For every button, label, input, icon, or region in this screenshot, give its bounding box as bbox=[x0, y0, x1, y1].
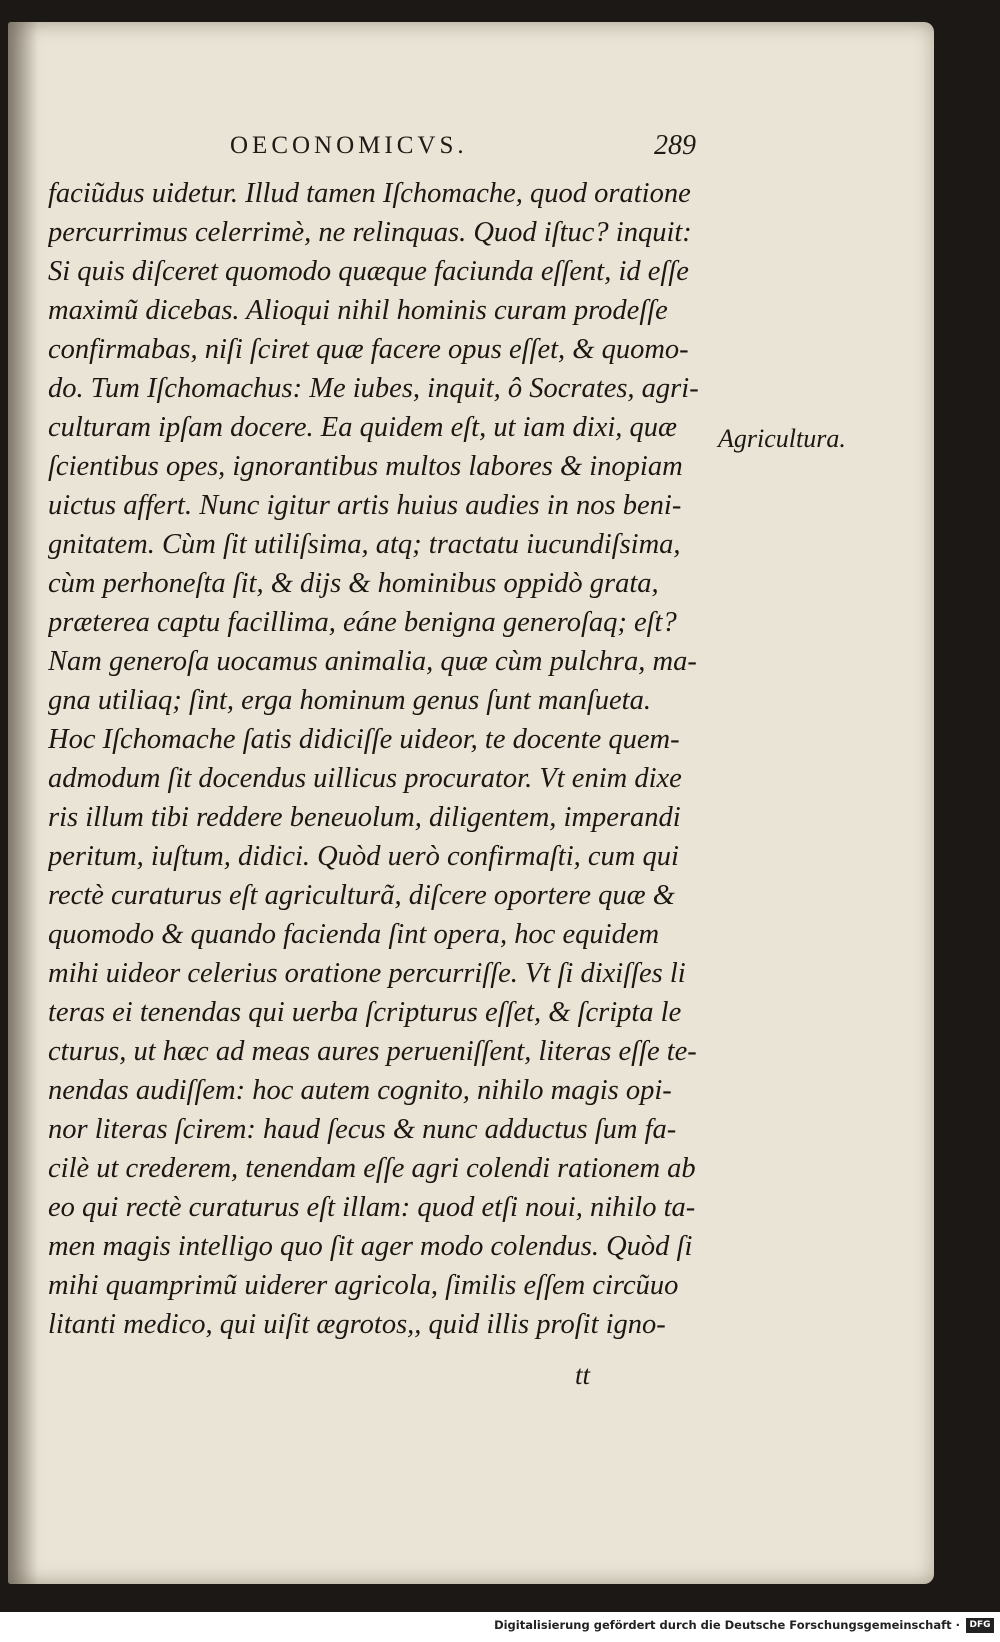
text-line: cilè ut crederem, tenendam eſſe agri colendi rationem ab bbox=[48, 1153, 696, 1184]
dfg-logo-icon: DFG bbox=[966, 1618, 994, 1633]
text-line: maximũ dicebas. Alioqui nihil hominis curam prodeſſe bbox=[48, 295, 668, 326]
text-line: Hoc Iſchomache ſatis didiciſſe uideor, te docente quem- bbox=[48, 724, 680, 755]
text-line: rectè curaturus eſt agriculturã, diſcere oportere quæ & bbox=[48, 880, 675, 911]
text-line: gnitatem. Cùm ſit utiliſsima, atq; tractatu iucundiſsima, bbox=[48, 529, 681, 560]
text-line: cùm perhoneſta ſit, & dijs & hominibus oppidò grata, bbox=[48, 568, 659, 599]
page-number: 289 bbox=[654, 130, 696, 161]
text-line: percurrimus celerrimè, ne relinquas. Quod iſtuc? inquit: bbox=[48, 217, 692, 248]
text-line: nor literas ſcirem: haud ſecus & nunc adductus ſum fa- bbox=[48, 1114, 677, 1145]
text-line: ris illum tibi reddere beneuolum, diligentem, imperandi bbox=[48, 802, 681, 833]
text-line: peritum, iuſtum, didici. Quòd uerò confirmaſti, cum qui bbox=[48, 841, 679, 872]
text-line: litanti medico, qui uiſit ægrotos,, quid illis proſit igno- bbox=[48, 1309, 666, 1340]
funding-credit: Digitalisierung gefördert durch die Deutsche Forschungsgemeinschaft · bbox=[494, 1618, 960, 1632]
text-line: confirmabas, niſi ſciret quæ facere opus eſſet, & quomo- bbox=[48, 334, 689, 365]
text-line: teras ei tenendas qui uerba ſcripturus eſſet, & ſcripta le bbox=[48, 997, 682, 1028]
page-header bbox=[8, 132, 934, 168]
text-line: ſcientibus opes, ignorantibus multos labores & inopiam bbox=[48, 451, 683, 482]
text-line: culturam ipſam docere. Ea quidem eſt, ut iam dixi, quæ bbox=[48, 412, 678, 443]
body-text bbox=[48, 174, 708, 1344]
catchword: tt bbox=[575, 1360, 591, 1390]
text-line: eo qui rectè curaturus eſt illam: quod etſi noui, nihilo ta- bbox=[48, 1192, 696, 1223]
text-line: quomodo & quando facienda ſint opera, hoc equidem bbox=[48, 919, 660, 950]
text-line: mihi quamprimũ uiderer agricola, ſimilis eſſem circũuo bbox=[48, 1270, 679, 1301]
text-line: Si quis diſceret quomodo quæque faciunda eſſent, id eſſe bbox=[48, 256, 689, 287]
text-line: Nam generoſa uocamus animalia, quæ cùm pulchra, ma- bbox=[48, 646, 697, 677]
running-head: OECONOMICVS. bbox=[230, 132, 468, 159]
text-line: gna utiliaq; ſint, erga hominum genus ſunt manſueta. bbox=[48, 685, 651, 716]
text-line: mihi uideor celerius oratione percurriſſe. Vt ſi dixiſſes li bbox=[48, 958, 686, 989]
book-page bbox=[8, 22, 934, 1584]
text-line: admodum ſit docendus uillicus procurator. Vt enim dixe bbox=[48, 763, 682, 794]
text-line: præterea captu facillima, eáne benigna generoſaq; eſt? bbox=[48, 607, 677, 638]
text-line: uictus affert. Nunc igitur artis huius audies in nos beni- bbox=[48, 490, 682, 521]
text-line: men magis intelligo quo ſit ager modo colendus. Quòd ſi bbox=[48, 1231, 693, 1262]
text-line: cturus, ut hæc ad meas aures perueniſſent, literas eſſe te- bbox=[48, 1036, 697, 1067]
marginal-note: Agricultura. bbox=[718, 424, 846, 453]
digitization-footer bbox=[0, 1612, 1000, 1642]
text-line: faciũdus uidetur. Illud tamen Iſchomache, quod oratione bbox=[48, 178, 691, 209]
text-line: do. Tum Iſchomachus: Me iubes, inquit, ô Socrates, agri- bbox=[48, 373, 699, 404]
text-line: nendas audiſſem: hoc autem cognito, nihilo magis opi- bbox=[48, 1075, 672, 1106]
